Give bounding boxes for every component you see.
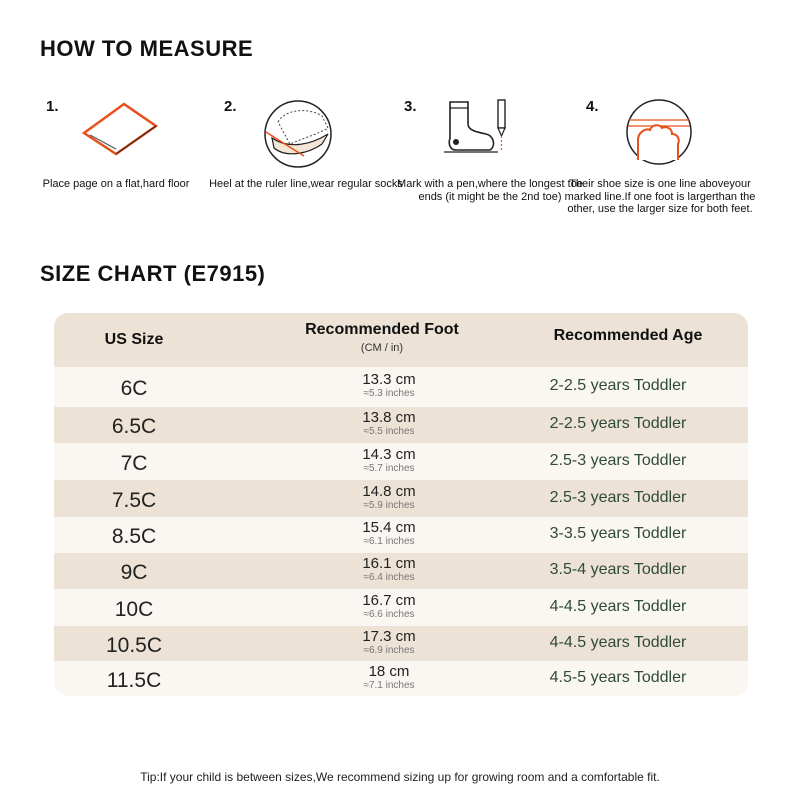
- cell-recommended-age: 3.5-4 years Toddler: [549, 561, 687, 578]
- foot-length-cm: 13.8 cm: [362, 409, 416, 426]
- foot-length-inches: ≈5.5 inches: [363, 426, 415, 437]
- cell-recommended-foot: [334, 556, 444, 584]
- cell-recommended-age: 3-3.5 years Toddler: [549, 525, 687, 542]
- size-chart-title: SIZE CHART (E7915): [40, 261, 266, 286]
- cell-us-size: 6C: [120, 377, 148, 400]
- paper-on-floor-icon: [76, 98, 176, 168]
- cell-us-size: 8.5C: [111, 525, 157, 548]
- table-row: [54, 626, 748, 661]
- cell-recommended-foot: [334, 664, 444, 692]
- cell-recommended-age: 4-4.5 years Toddler: [549, 597, 687, 615]
- toes-over-lines-icon: [624, 98, 698, 168]
- table-row: [54, 443, 748, 480]
- table-row: [54, 367, 748, 407]
- table-row: [54, 661, 748, 696]
- foot-length-inches: ≈6.1 inches: [363, 536, 415, 547]
- step-number: 1.: [46, 98, 59, 115]
- header-us-size: US Size: [104, 331, 164, 348]
- foot-length-cm: 18 cm: [368, 662, 410, 680]
- table-row: [54, 589, 748, 626]
- foot-length-cm: 17.3 cm: [362, 627, 416, 645]
- cell-us-size: 10C: [114, 597, 154, 621]
- cell-recommended-foot: [334, 484, 444, 512]
- sizing-tip: Tip:If your child is between sizes,We recommend sizing up for growing room and a comfortable fit.: [140, 770, 660, 784]
- cell-recommended-age: 2.5-3 years Toddler: [549, 451, 687, 469]
- step-description: Heel at the ruler line,wear regular socks: [209, 178, 403, 190]
- foot-length-inches: ≈5.3 inches: [363, 388, 415, 399]
- cell-recommended-foot: [334, 520, 444, 548]
- cell-recommended-foot: [334, 593, 444, 621]
- foot-length-inches: ≈6.4 inches: [363, 572, 415, 583]
- cell-us-size: 7.5C: [111, 488, 157, 512]
- cell-us-size: 10.5C: [105, 633, 163, 657]
- foot-length-inches: ≈6.9 inches: [363, 644, 415, 656]
- step-description: Mark with a pen,where the longest toe ends (it might be the 2nd toe): [397, 178, 583, 203]
- table-row: [54, 517, 748, 553]
- cell-recommended-foot: [334, 447, 444, 475]
- foot-length-cm: 16.7 cm: [362, 591, 416, 609]
- cell-us-size: 7C: [120, 451, 148, 475]
- step-number: 4.: [586, 98, 599, 115]
- cell-recommended-foot: [334, 372, 444, 400]
- step-number: 2.: [224, 98, 237, 115]
- foot-length-inches: ≈7.1 inches: [363, 679, 415, 691]
- step-description: Place page on a flat,hard floor: [42, 178, 190, 190]
- how-to-measure-title: HOW TO MEASURE: [40, 36, 254, 61]
- cell-us-size: 6.5C: [111, 415, 157, 438]
- cell-recommended-age: 2-2.5 years Toddler: [549, 377, 687, 394]
- cell-recommended-foot: [334, 629, 444, 657]
- foot-length-cm: 14.8 cm: [362, 482, 416, 500]
- step-number: 3.: [404, 98, 417, 115]
- heel-on-ruler-icon: [260, 98, 340, 170]
- foot-length-inches: ≈5.9 inches: [363, 499, 415, 511]
- cell-us-size: 11.5C: [106, 668, 162, 692]
- foot-and-pen-icon: [442, 98, 514, 158]
- cell-recommended-age: 2.5-3 years Toddler: [549, 488, 687, 506]
- foot-length-inches: ≈6.6 inches: [363, 608, 415, 620]
- size-chart-table: [54, 313, 748, 696]
- table-header: [54, 313, 748, 367]
- header-foot-label: Recommended Foot: [305, 321, 459, 338]
- foot-length-cm: 14.3 cm: [362, 445, 416, 463]
- cell-recommended-age: 4.5-5 years Toddler: [549, 668, 687, 686]
- table-row: [54, 553, 748, 589]
- cell-recommended-age: 2-2.5 years Toddler: [549, 415, 687, 432]
- header-foot-unit: (CM / in): [360, 342, 404, 354]
- foot-length-cm: 13.3 cm: [362, 371, 416, 388]
- header-recommended-age: Recommended Age: [553, 327, 703, 344]
- header-recommended-foot: [282, 321, 482, 354]
- foot-length-cm: 16.1 cm: [362, 555, 416, 572]
- step-description: Their shoe size is one line aboveyour marked line.If one foot is largerthan the other, use the larger size for both feet.: [564, 178, 756, 215]
- foot-length-cm: 15.4 cm: [362, 519, 416, 536]
- cell-us-size: 9C: [120, 561, 148, 584]
- foot-length-inches: ≈5.7 inches: [363, 462, 415, 474]
- table-row: [54, 480, 748, 517]
- table-row: [54, 407, 748, 443]
- cell-recommended-age: 4-4.5 years Toddler: [549, 633, 687, 651]
- cell-recommended-foot: [334, 410, 444, 438]
